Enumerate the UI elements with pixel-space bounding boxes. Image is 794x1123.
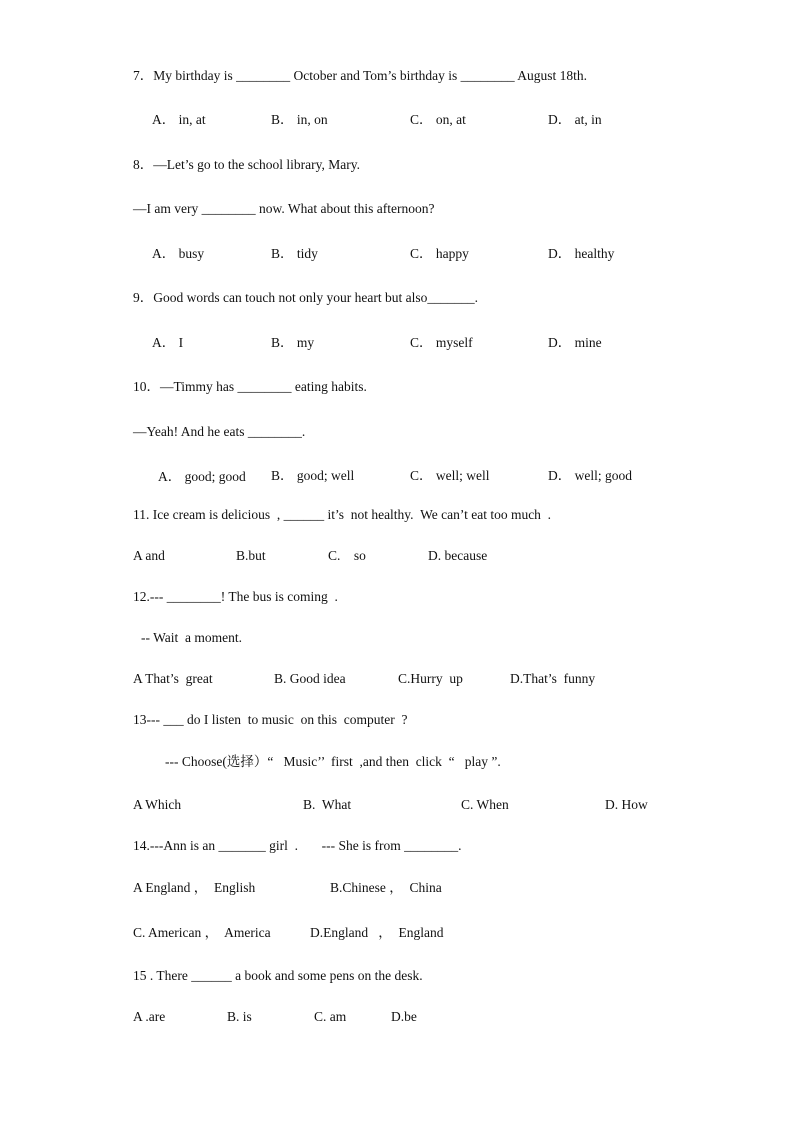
question-15-option-c: C. am <box>314 1009 347 1024</box>
question-12-option-b: B. Good idea <box>274 671 346 686</box>
question-10-stem: 10．—Timmy has ________ eating habits. <box>133 379 367 394</box>
question-10-option-a: A． good; good <box>158 469 246 484</box>
question-15-option-d: D.be <box>391 1009 417 1024</box>
question-7-option-c: C． on, at <box>410 112 466 127</box>
question-10-option-c: C． well; well <box>410 468 490 483</box>
question-7-option-a: A． in, at <box>152 112 206 127</box>
question-9-option-c: C． myself <box>410 335 473 350</box>
question-15-option-a: A .are <box>133 1009 166 1024</box>
question-7-option-d: D． at, in <box>548 112 602 127</box>
question-13-option-b: B. What <box>303 797 352 812</box>
question-13-option-a: A Which <box>133 797 182 812</box>
question-7-stem: 7．My birthday is ________ October and Tom’s birthday is ________ August 18th. <box>133 68 588 83</box>
question-12-line2: -- Wait a moment. <box>141 630 243 645</box>
question-11-stem: 11. Ice cream is delicious , ______ it’s not healthy. We can’t eat too much . <box>133 507 552 522</box>
question-13-option-d: D. How <box>605 797 648 812</box>
question-13-stem: 13--- ___ do I listen to music on this computer ? <box>133 712 408 727</box>
question-8-option-c: C． happy <box>410 246 469 261</box>
question-15-option-b: B. is <box>227 1009 252 1024</box>
question-9-option-d: D． mine <box>548 335 602 350</box>
question-8-line2: —I am very ________ now. What about this afternoon? <box>133 201 435 216</box>
question-11-option-c: C. so <box>328 548 366 563</box>
question-13-line2: --- Choose(选择）“ Music’’ first ,and then click “ play ”. <box>165 754 501 769</box>
question-9-option-a: A． I <box>152 335 184 350</box>
question-9-stem: 9．Good words can touch not only your heart but also_______. <box>133 290 478 305</box>
question-12-stem: 12.--- ________! The bus is coming . <box>133 589 338 604</box>
question-8-option-a: A． busy <box>152 246 205 261</box>
question-12-option-a: A That’s great <box>133 671 213 686</box>
question-7-option-b: B． in, on <box>271 112 328 127</box>
question-10-option-d: D． well; good <box>548 468 632 483</box>
question-9-option-b: B． my <box>271 335 315 350</box>
question-11-option-a: A and <box>133 548 165 563</box>
question-8-option-b: B． tidy <box>271 246 318 261</box>
question-13-option-c: C. When <box>461 797 509 812</box>
question-11-option-b: B.but <box>236 548 266 563</box>
question-10-option-b: B． good; well <box>271 468 355 483</box>
question-12-option-d: D.That’s funny <box>510 671 596 686</box>
question-8-option-d: D． healthy <box>548 246 615 261</box>
question-15-stem: 15 . There ______ a book and some pens on the desk. <box>133 968 423 983</box>
question-14-option-c: C. American ， America <box>133 925 271 940</box>
question-14-option-a: A England ， English <box>133 880 256 895</box>
question-10-line2: —Yeah! And he eats ________. <box>133 424 306 439</box>
question-14-stem: 14.---Ann is an _______ girl . --- She is from ________. <box>133 838 462 853</box>
question-14-option-b: B.Chinese ， China <box>330 880 442 895</box>
question-14-option-d: D.England ， England <box>310 925 444 940</box>
question-11-option-d: D. because <box>428 548 488 563</box>
question-8-stem: 8．—Let’s go to the school library, Mary. <box>133 157 360 172</box>
question-12-option-c: C.Hurry up <box>398 671 463 686</box>
